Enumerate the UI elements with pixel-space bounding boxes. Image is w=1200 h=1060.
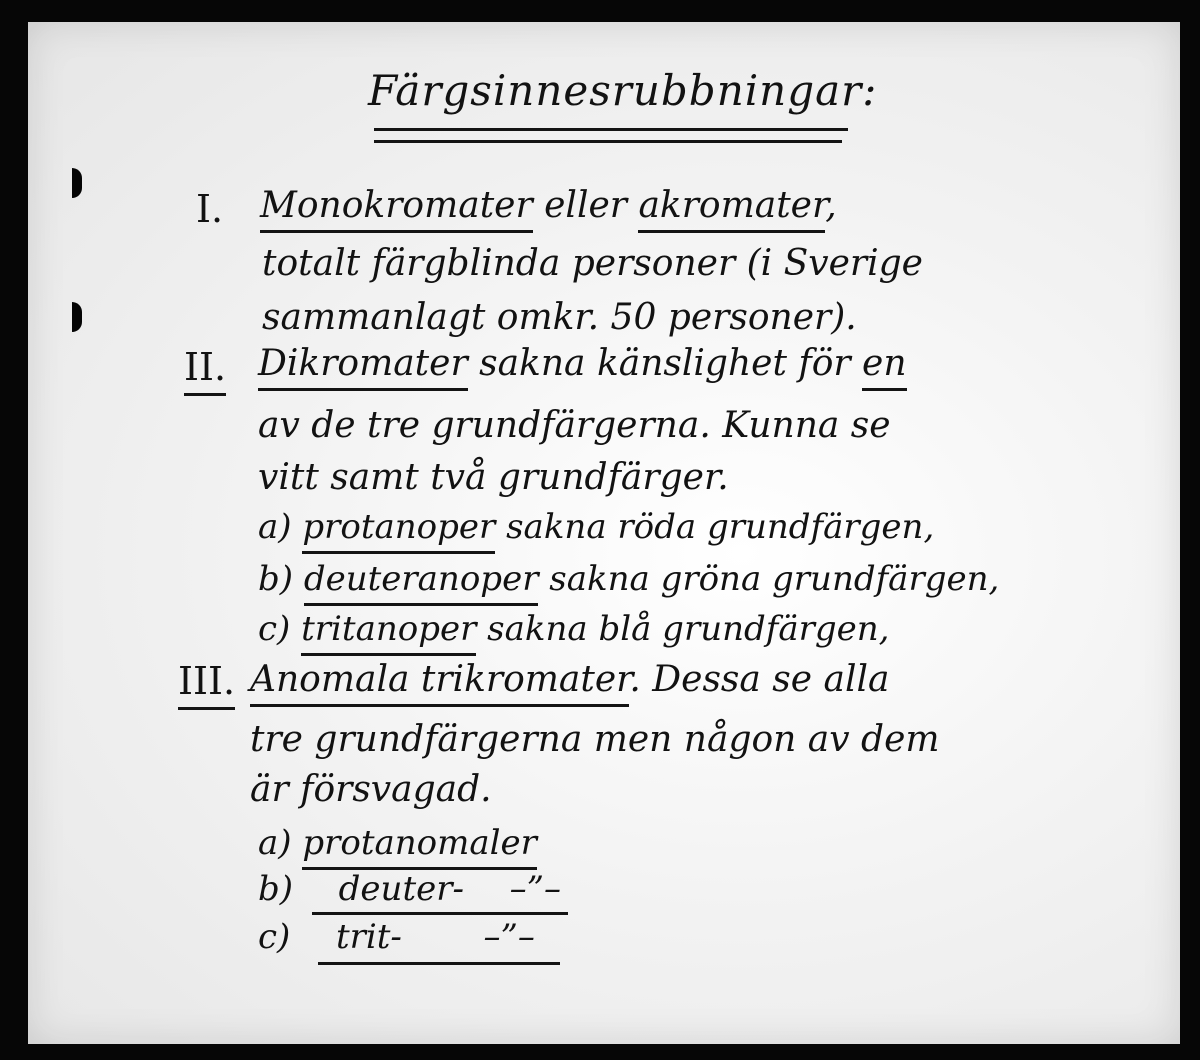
section-line: sammanlagt omkr. 50 personer). [262,297,857,338]
term-protanoper: protanoper [302,507,495,554]
section-line: totalt färgblinda personer (i Sverige [262,243,923,284]
list-item [258,869,561,909]
title-underline [374,140,842,143]
list-marker: a) [258,823,292,863]
term-anomala-trikromater: Anomala trikromater [250,659,629,707]
term-deuteranoper: deuteranoper [304,559,539,606]
section-line: är försvagad. [250,769,492,810]
list-marker: b) [258,559,294,599]
page-title: Färgsinnesrubbningar: [368,66,878,115]
section-text: sakna känslighet för [479,343,851,384]
term-akromater: akromater [638,185,825,233]
item-underline [312,912,568,915]
connector-text: eller [544,185,627,226]
term-tritanomaler: trit- [335,917,402,957]
list-item [258,823,537,863]
comma-text: , [825,185,837,226]
term-monokromater: Monokromater [260,185,533,233]
emphasis-text: en [862,343,907,391]
list-item [258,917,535,957]
section-line [250,659,890,700]
list-text: sakna gröna grundfärgen, [549,559,1000,599]
list-marker: c) [258,917,291,957]
list-text: sakna blå grundfärgen, [487,609,890,649]
term-tritanoper: tritanoper [301,609,476,656]
list-item [258,507,935,547]
section-line: av de tre grundfärgerna. Kunna se [258,405,891,446]
list-marker: a) [258,507,292,547]
list-marker: b) [258,869,294,909]
title-underline [374,128,848,131]
section-line: tre grundfärgerna men någon av dem [250,719,940,760]
numeral-text: II. [184,345,226,396]
item-underline [318,962,560,965]
term-dikromater: Dikromater [258,343,468,391]
section-numeral: I. [196,187,224,231]
list-item [258,609,890,649]
list-marker: c) [258,609,291,649]
numeral-text: III. [178,659,235,710]
section-line [260,185,837,226]
list-item [258,559,1000,599]
section-text: . Dessa se alla [629,659,890,700]
list-text: sakna röda grundfärgen, [506,507,935,547]
section-line [258,343,907,384]
term-deuteranomaler: deuter- [338,869,464,909]
term-protanomaler: protanomaler [302,823,537,870]
ditto-mark: –”– [483,917,535,957]
section-numeral [184,345,227,389]
ditto-mark: –”– [509,869,561,909]
section-line: vitt samt två grundfärger. [258,457,729,498]
section-numeral [178,659,236,703]
